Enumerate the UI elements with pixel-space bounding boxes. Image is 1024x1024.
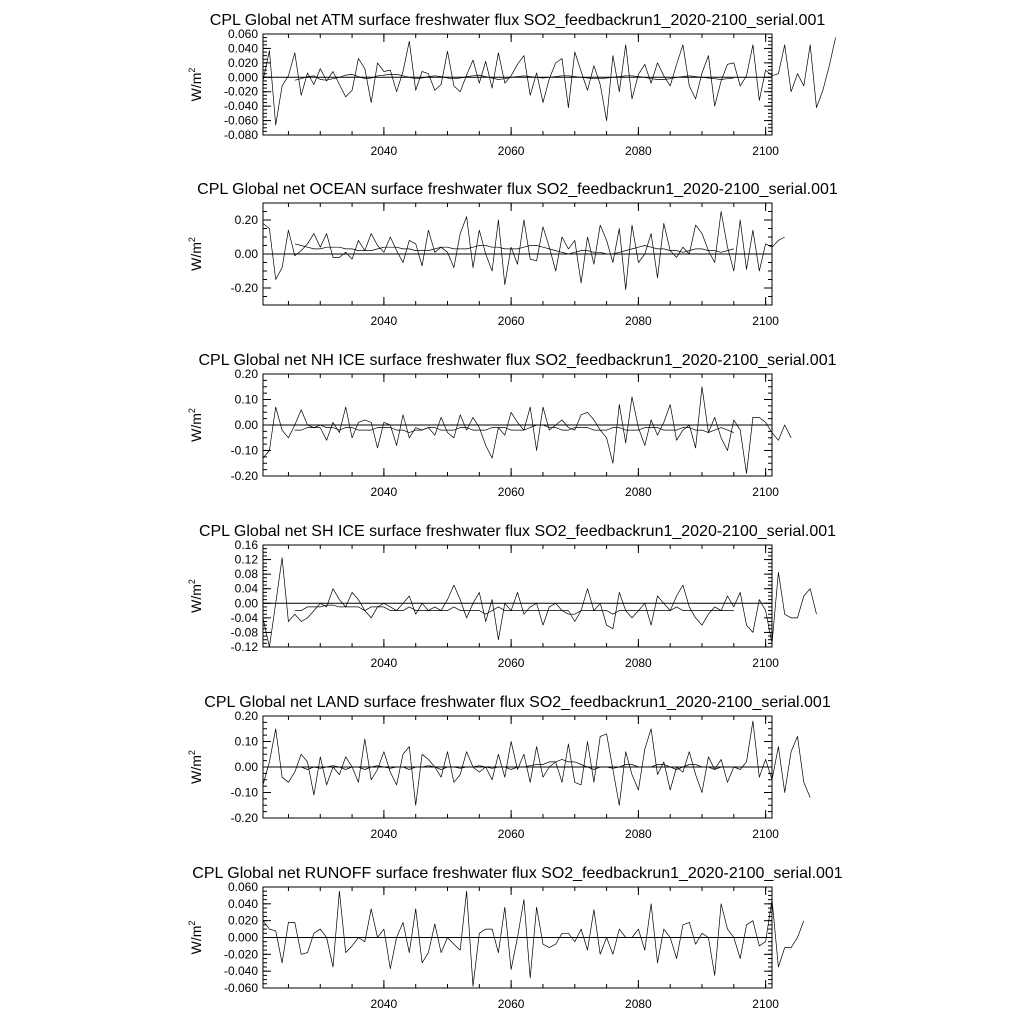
y-tick-label: -0.20 — [230, 811, 258, 825]
y-tick-label: 0.060 — [227, 880, 258, 894]
x-tick-label: 2080 — [625, 144, 652, 158]
chart-title: CPL Global net SH ICE surface freshwater flux SO2_feedbackrun1_2020-2100_serial.001 — [198, 523, 837, 540]
y-axis-label-superscript: 2 — [187, 750, 197, 756]
series-line-annual — [263, 38, 836, 125]
y-tick-label: 0.10 — [234, 392, 258, 407]
series-line-running-mean — [295, 244, 734, 254]
y-tick-label: -0.020 — [223, 947, 258, 962]
y-tick-label: -0.080 — [223, 128, 258, 142]
y-axis-label-unit: W/m — [188, 242, 204, 271]
x-tick-label: 2100 — [752, 485, 779, 499]
y-tick-label: 0.020 — [227, 55, 258, 70]
chart-panel-3 — [187, 352, 837, 499]
chart-panel-1 — [187, 12, 836, 158]
x-tick-label: 2060 — [497, 314, 525, 328]
series-line-running-mean — [295, 425, 734, 433]
y-tick-label: -0.08 — [230, 625, 258, 640]
x-tick-label: 2060 — [497, 827, 525, 841]
x-tick-label: 2100 — [752, 144, 779, 158]
x-tick-label: 2080 — [625, 656, 652, 670]
x-tick-label: 2060 — [497, 144, 525, 158]
chart-panel-5 — [187, 694, 831, 841]
y-tick-label: 0.040 — [227, 41, 258, 56]
y-tick-label: 0.000 — [227, 930, 258, 945]
chart-title: CPL Global net OCEAN surface freshwater flux SO2_feedbackrun1_2020-2100_serial.001 — [197, 181, 838, 198]
y-axis-label — [187, 68, 204, 102]
y-tick-label: 0.040 — [227, 896, 258, 911]
y-axis-label-unit: W/m — [188, 72, 204, 102]
x-tick-label: 2080 — [625, 997, 652, 1011]
y-axis-label — [187, 237, 204, 271]
chart-title: CPL Global net ATM surface freshwater flux SO2_feedbackrun1_2020-2100_serial.001 — [209, 12, 826, 29]
y-axis-label-unit: W/m — [188, 413, 204, 442]
y-tick-label: 0.08 — [234, 567, 258, 582]
y-tick-label: -0.12 — [230, 640, 258, 654]
x-tick-label: 2100 — [752, 314, 779, 328]
y-axis-label — [187, 408, 204, 442]
y-tick-label: 0.00 — [234, 760, 258, 774]
chart-panel-4 — [187, 523, 836, 670]
series-line-annual — [263, 387, 791, 474]
y-tick-label: 0.00 — [234, 596, 258, 611]
y-tick-label: -0.060 — [223, 981, 258, 995]
y-tick-label: 0.020 — [227, 913, 258, 928]
x-tick-label: 2100 — [752, 656, 779, 670]
y-axis-label-superscript: 2 — [187, 579, 197, 585]
series-line-annual — [263, 212, 785, 290]
y-tick-label: 0.04 — [234, 581, 258, 596]
x-tick-label: 2060 — [497, 656, 525, 670]
y-tick-label: 0.000 — [227, 70, 258, 85]
y-tick-label: 0.20 — [234, 367, 258, 381]
plot-frame — [263, 545, 772, 647]
series-line-annual — [263, 891, 804, 986]
x-tick-label: 2100 — [752, 997, 779, 1011]
y-tick-label: 0.12 — [234, 552, 258, 567]
y-axis-label — [187, 579, 204, 613]
x-tick-label: 2080 — [625, 827, 652, 841]
series-line-annual — [263, 558, 817, 647]
x-tick-label: 2040 — [370, 656, 398, 670]
chart-title: CPL Global net RUNOFF surface freshwater flux SO2_feedbackrun1_2020-2100_serial.001 — [192, 865, 843, 882]
chart-panel-2 — [187, 181, 838, 328]
y-tick-label: -0.040 — [223, 964, 258, 979]
x-tick-label: 2060 — [497, 997, 525, 1011]
x-tick-label: 2080 — [625, 485, 652, 499]
y-axis-label-unit: W/m — [188, 925, 204, 955]
series-line-running-mean — [295, 605, 734, 614]
y-tick-label: 0.16 — [234, 538, 258, 552]
x-tick-label: 2100 — [752, 827, 779, 841]
x-tick-label: 2040 — [370, 144, 398, 158]
x-tick-label: 2040 — [370, 485, 398, 499]
x-tick-label: 2040 — [370, 827, 398, 841]
y-axis-label — [187, 921, 204, 955]
series-line-annual — [263, 721, 810, 805]
y-tick-label: -0.10 — [230, 785, 258, 800]
chart-title: CPL Global net NH ICE surface freshwater flux SO2_feedbackrun1_2020-2100_serial.001 — [198, 352, 837, 369]
x-tick-label: 2060 — [497, 485, 525, 499]
y-tick-label: -0.20 — [230, 281, 258, 295]
chart-title: CPL Global net LAND surface freshwater flux SO2_feedbackrun1_2020-2100_serial.001 — [204, 694, 831, 711]
x-tick-label: 2040 — [370, 314, 398, 328]
y-axis-label-superscript: 2 — [187, 920, 197, 926]
y-tick-label: -0.040 — [223, 99, 258, 114]
y-tick-label: -0.20 — [230, 469, 258, 483]
y-tick-label: 0.060 — [227, 27, 258, 41]
x-tick-label: 2080 — [625, 314, 652, 328]
y-tick-label: -0.060 — [223, 113, 258, 128]
y-axis-label — [187, 750, 204, 784]
y-axis-label-unit: W/m — [188, 584, 204, 613]
y-tick-label: 0.00 — [234, 247, 258, 261]
y-tick-label: 0.20 — [234, 213, 258, 227]
y-axis-label-superscript: 2 — [187, 67, 197, 73]
y-axis-label-superscript: 2 — [187, 237, 197, 243]
y-axis-label-superscript: 2 — [187, 408, 197, 414]
y-tick-label: 0.20 — [234, 709, 258, 723]
y-axis-label-unit: W/m — [188, 755, 204, 784]
y-tick-label: -0.020 — [223, 84, 258, 99]
chart-panel-6 — [187, 865, 843, 1011]
y-tick-label: -0.04 — [230, 610, 258, 625]
x-tick-label: 2040 — [370, 997, 398, 1011]
y-tick-label: -0.10 — [230, 443, 258, 458]
y-tick-label: 0.00 — [234, 418, 258, 432]
y-tick-label: 0.10 — [234, 734, 258, 749]
